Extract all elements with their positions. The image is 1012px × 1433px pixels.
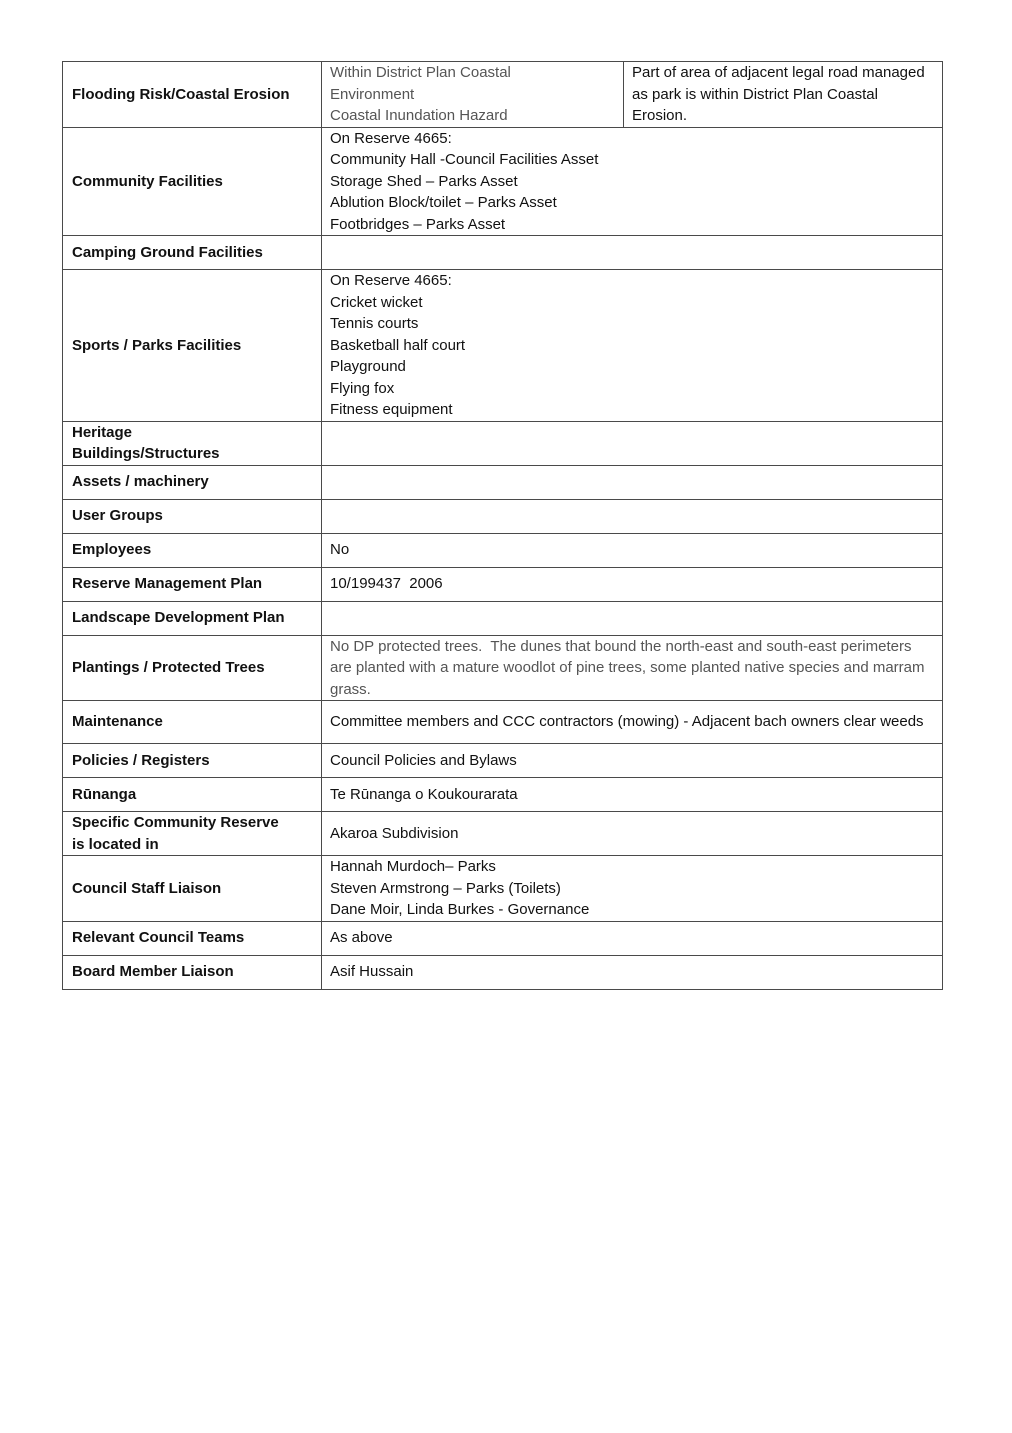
table-row bbox=[63, 270, 943, 422]
row-label-camping: Camping Ground Facilities bbox=[63, 236, 322, 270]
camping-value-cell bbox=[322, 236, 943, 270]
table-row bbox=[63, 856, 943, 922]
plantings-value-cell: No DP protected trees. The dunes that bound the north-east and south-east perimeters are planted with a mature woodlot of pine trees, some planted native species and marram grass. bbox=[322, 635, 943, 701]
council-teams-value-cell: As above bbox=[322, 921, 943, 955]
table-row bbox=[63, 127, 943, 236]
heritage-label-line: Buildings/Structures bbox=[72, 445, 220, 462]
table-row bbox=[63, 236, 943, 270]
list-item: Tennis courts bbox=[330, 315, 419, 332]
list-item: Basketball half court bbox=[330, 336, 466, 354]
row-label-board-liaison: Board Member Liaison bbox=[63, 955, 322, 989]
flooding-district-line: Coastal Inundation Hazard bbox=[330, 107, 508, 124]
table-row bbox=[63, 778, 943, 812]
row-label-heritage bbox=[63, 421, 322, 465]
employees-value-cell: No bbox=[322, 533, 943, 567]
row-label-landscape-development-plan: Landscape Development Plan bbox=[63, 601, 322, 635]
list-item: Fitness equipment bbox=[330, 401, 453, 418]
list-item: Steven Armstrong – Parks (Toilets) bbox=[330, 879, 561, 897]
runanga-value-cell: Te Rūnanga o Koukourarata bbox=[322, 778, 943, 812]
specific-reserve-value-cell: Akaroa Subdivision bbox=[322, 812, 943, 856]
table-row bbox=[63, 701, 943, 744]
reserve-info-table bbox=[62, 61, 943, 990]
list-item: On Reserve 4665: bbox=[330, 129, 452, 147]
list-item: Footbridges – Parks Asset bbox=[330, 215, 506, 233]
specific-reserve-label-line: Specific Community Reserve bbox=[72, 814, 279, 831]
list-item: Hannah Murdoch– Parks bbox=[330, 858, 496, 875]
row-label-policies: Policies / Registers bbox=[63, 744, 322, 778]
row-label-community-facilities: Community Facilities bbox=[63, 127, 322, 236]
list-item: On Reserve 4665: bbox=[330, 272, 452, 289]
board-liaison-value-cell: Asif Hussain bbox=[322, 955, 943, 989]
table-row bbox=[63, 421, 943, 465]
row-label-runanga: Rūnanga bbox=[63, 778, 322, 812]
table-row bbox=[63, 601, 943, 635]
specific-reserve-label-line: is located in bbox=[72, 835, 159, 853]
flooding-district-line: Environment bbox=[330, 85, 415, 103]
policies-value-cell: Council Policies and Bylaws bbox=[322, 744, 943, 778]
user-groups-value-cell bbox=[322, 499, 943, 533]
table-row bbox=[63, 62, 943, 128]
list-item: Ablution Block/toilet – Parks Asset bbox=[330, 194, 557, 211]
row-label-plantings: Plantings / Protected Trees bbox=[63, 635, 322, 701]
table-row bbox=[63, 812, 943, 856]
row-label-employees: Employees bbox=[63, 533, 322, 567]
table-row bbox=[63, 533, 943, 567]
assets-value-cell bbox=[322, 465, 943, 499]
table-row bbox=[63, 635, 943, 701]
row-label-maintenance: Maintenance bbox=[63, 701, 322, 744]
row-label-reserve-management-plan: Reserve Management Plan bbox=[63, 567, 322, 601]
table-row bbox=[63, 921, 943, 955]
sports-facilities-cell bbox=[322, 270, 943, 422]
list-item: Dane Moir, Linda Burkes - Governance bbox=[330, 901, 590, 918]
table-row bbox=[63, 744, 943, 778]
row-label-flooding: Flooding Risk/Coastal Erosion bbox=[63, 62, 322, 128]
landscape-development-plan-value-cell bbox=[322, 601, 943, 635]
heritage-value-cell bbox=[322, 421, 943, 465]
list-item: Storage Shed – Parks Asset bbox=[330, 172, 518, 190]
reserve-management-plan-value-cell: 10/199437 2006 bbox=[322, 567, 943, 601]
list-item: Cricket wicket bbox=[330, 293, 423, 311]
row-label-staff-liaison: Council Staff Liaison bbox=[63, 856, 322, 922]
flooding-district-line: Within District Plan Coastal bbox=[330, 64, 511, 81]
row-label-specific-reserve bbox=[63, 812, 322, 856]
row-label-assets: Assets / machinery bbox=[63, 465, 322, 499]
row-label-sports: Sports / Parks Facilities bbox=[63, 270, 322, 422]
community-facilities-cell bbox=[322, 127, 943, 236]
staff-liaison-cell bbox=[322, 856, 943, 922]
list-item: Community Hall -Council Facilities Asset bbox=[330, 151, 599, 168]
heritage-label-line: Heritage bbox=[72, 423, 133, 441]
list-item: Flying fox bbox=[330, 379, 395, 397]
flooding-note-cell: Part of area of adjacent legal road managed as park is within District Plan Coastal Erosion. bbox=[624, 62, 943, 128]
table-row bbox=[63, 499, 943, 533]
table-row bbox=[63, 955, 943, 989]
table-row bbox=[63, 465, 943, 499]
table-row bbox=[63, 567, 943, 601]
row-label-user-groups: User Groups bbox=[63, 499, 322, 533]
list-item: Playground bbox=[330, 358, 406, 375]
flooding-district-plan-cell bbox=[322, 62, 624, 128]
maintenance-value-cell: Committee members and CCC contractors (mowing) - Adjacent bach owners clear weeds bbox=[322, 701, 943, 744]
row-label-council-teams: Relevant Council Teams bbox=[63, 921, 322, 955]
